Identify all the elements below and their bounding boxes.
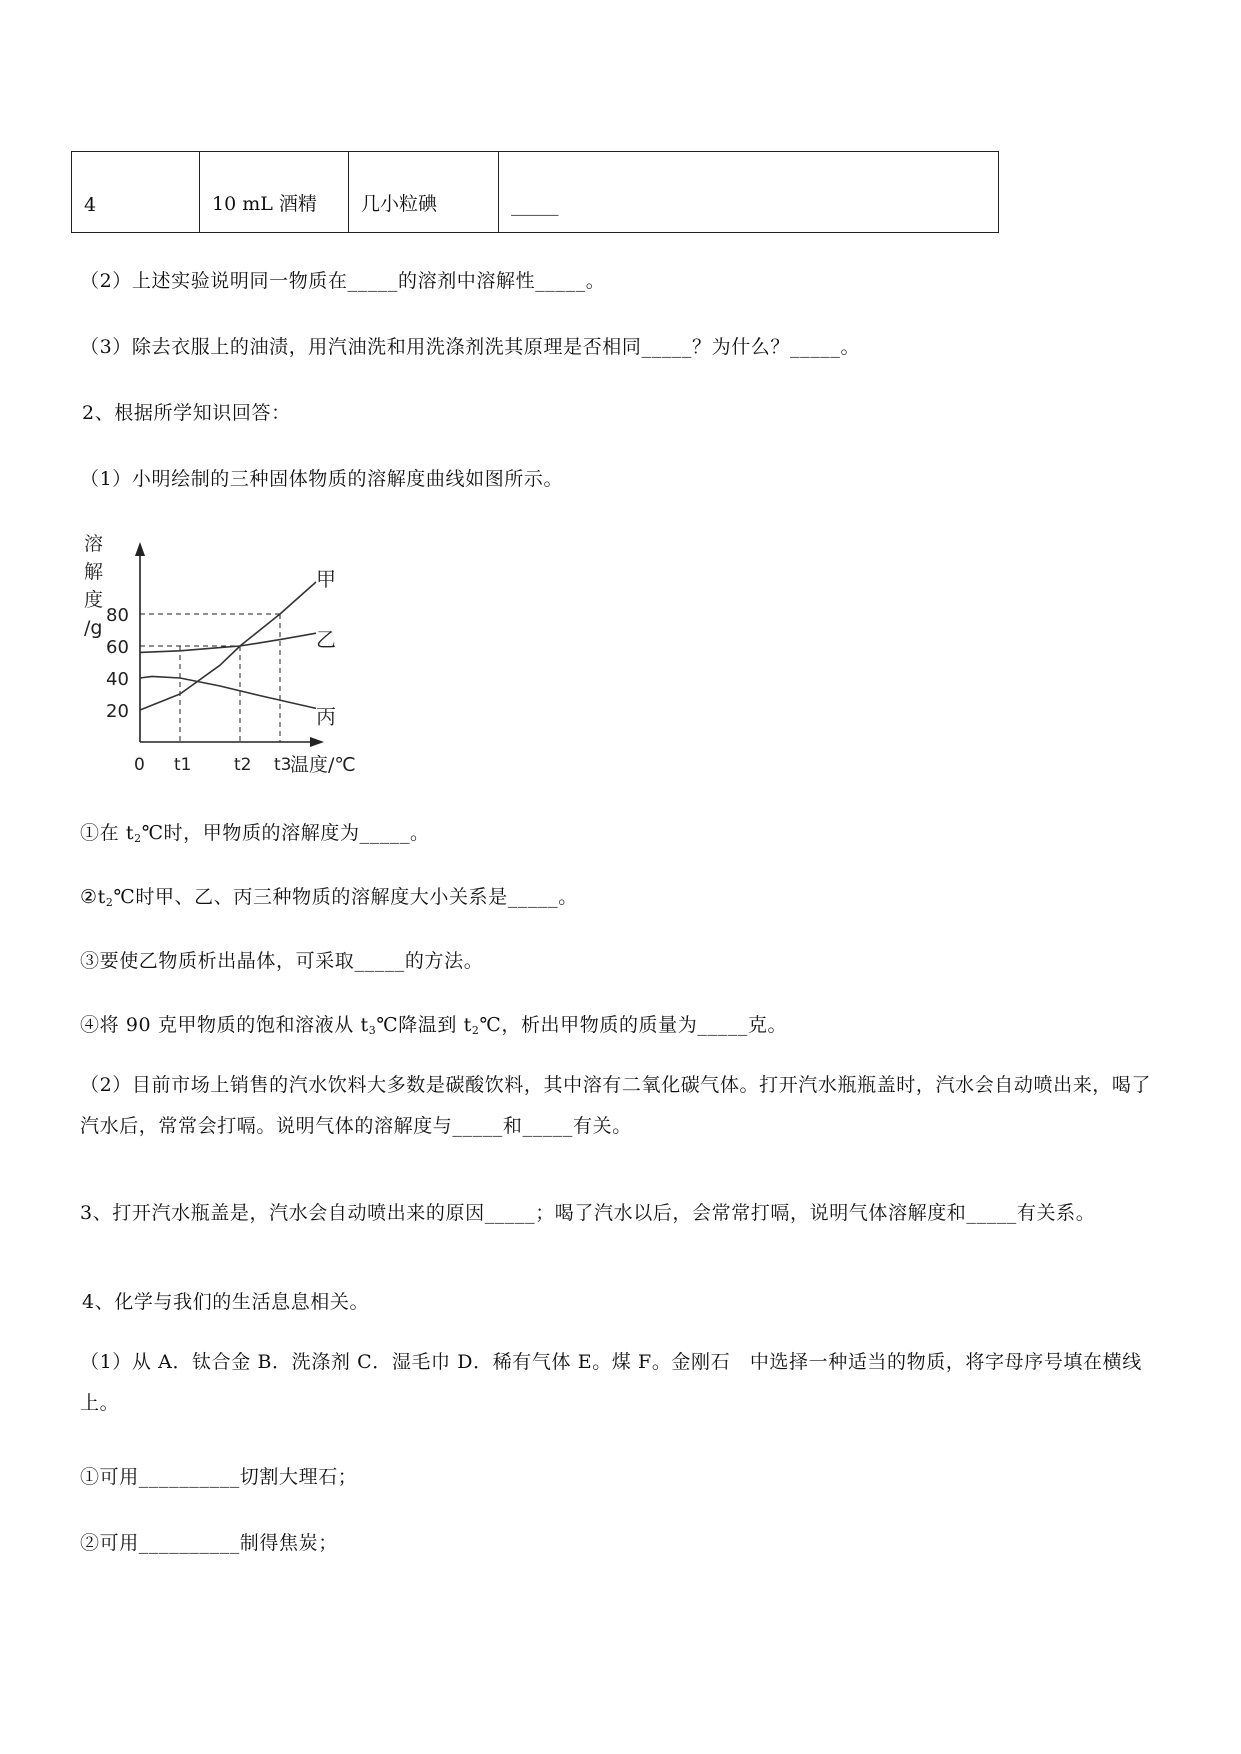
subscript: 3 [368,1024,377,1037]
subscript: 2 [105,896,114,909]
question-2-sub-4 [80,1010,787,1037]
x-tick-label: t3 [274,755,292,775]
y-tick-label: 20 [106,701,129,722]
y-axis-label: 度 [84,589,104,611]
text-fragment: ②t [80,886,106,908]
table-cell: 4 [72,152,200,233]
text-fragment: ℃时，甲物质的溶解度为_____。 [141,822,430,844]
series-line-甲 [140,582,316,710]
text-fragment: ④将 90 克甲物质的饱和溶液从 t [80,1014,369,1036]
y-axis-label: 解 [84,561,104,583]
question-4-sub-2: ②可用__________制得焦炭； [80,1532,338,1554]
y-tick-label: 40 [106,669,129,690]
table-row [72,152,999,233]
series-label: 丙 [316,704,336,729]
x-tick-label: t2 [234,755,252,775]
x-axis-label: 温度/℃ [290,754,356,776]
table-cell: 几小粒碘 [349,152,499,233]
series-line-乙 [140,633,316,652]
question-2-sub-2 [80,882,578,909]
question-2-sub-1 [80,818,430,845]
y-axis-arrow [135,542,145,556]
y-tick-label: 60 [106,637,129,658]
question-2-title: 2、根据所学知识回答： [82,402,291,424]
question-4-sub-1: ①可用__________切割大理石； [80,1466,358,1488]
question-4-title: 4、化学与我们的生活息息相关。 [82,1291,370,1313]
question-2-sub-3: ③要使乙物质析出晶体，可采取_____的方法。 [80,950,484,972]
solubility-chart [78,530,368,780]
text-fragment: ①在 t [80,822,135,844]
question-2-part-1: （1）小明绘制的三种固体物质的溶解度曲线如图所示。 [80,468,564,490]
y-axis-label: /g [84,617,103,639]
table-cell-blank: _____ [499,152,999,233]
series-line-丙 [140,676,316,708]
question-1-part-3: （3）除去衣服上的油渍，用汽油洗和用洗涤剂洗其原理是否相同_____？为什么？_____。 [80,336,861,358]
table-cell: 10 mL 酒精 [200,152,349,233]
subscript: 2 [471,1024,480,1037]
y-tick-label: 80 [106,605,129,626]
text-fragment: ℃，析出甲物质的质量为_____克。 [479,1014,788,1036]
x-tick-label: t1 [174,755,192,775]
question-2-part-2: （2）目前市场上销售的汽水饮料大多数是碳酸饮料，其中溶有二氧化碳气体。打开汽水瓶瓶盖时，汽水会自动喷出来，喝了汽水后，常常会打嗝。说明气体的溶解度与_____和_____有关。 [80,1074,1152,1137]
question-3: 3、打开汽水瓶盖是，汽水会自动喷出来的原因_____；喝了汽水以后，会常常打嗝，说明气体溶解度和_____有关系。 [80,1202,1096,1224]
subscript: 2 [134,832,142,845]
question-1-part-2: （2）上述实验说明同一物质在_____的溶剂中溶解性_____。 [80,270,606,292]
series-label: 甲 [316,566,336,591]
text-fragment: ℃时甲、乙、丙三种物质的溶解度大小关系是_____。 [113,886,578,908]
x-axis-arrow [310,737,324,747]
x-tick-label: 0 [134,755,145,775]
experiment-table [71,151,999,233]
y-axis-label: 溶 [84,533,104,555]
text-fragment: ℃降温到 t [376,1014,472,1036]
question-4-part-1: （1）从 A．钛合金 B．洗涤剂 C．湿毛巾 D．稀有气体 E。煤 F。金刚石 中选择一种适当的物质，将字母序号填在横线上。 [80,1351,1142,1414]
series-label: 乙 [316,627,336,652]
